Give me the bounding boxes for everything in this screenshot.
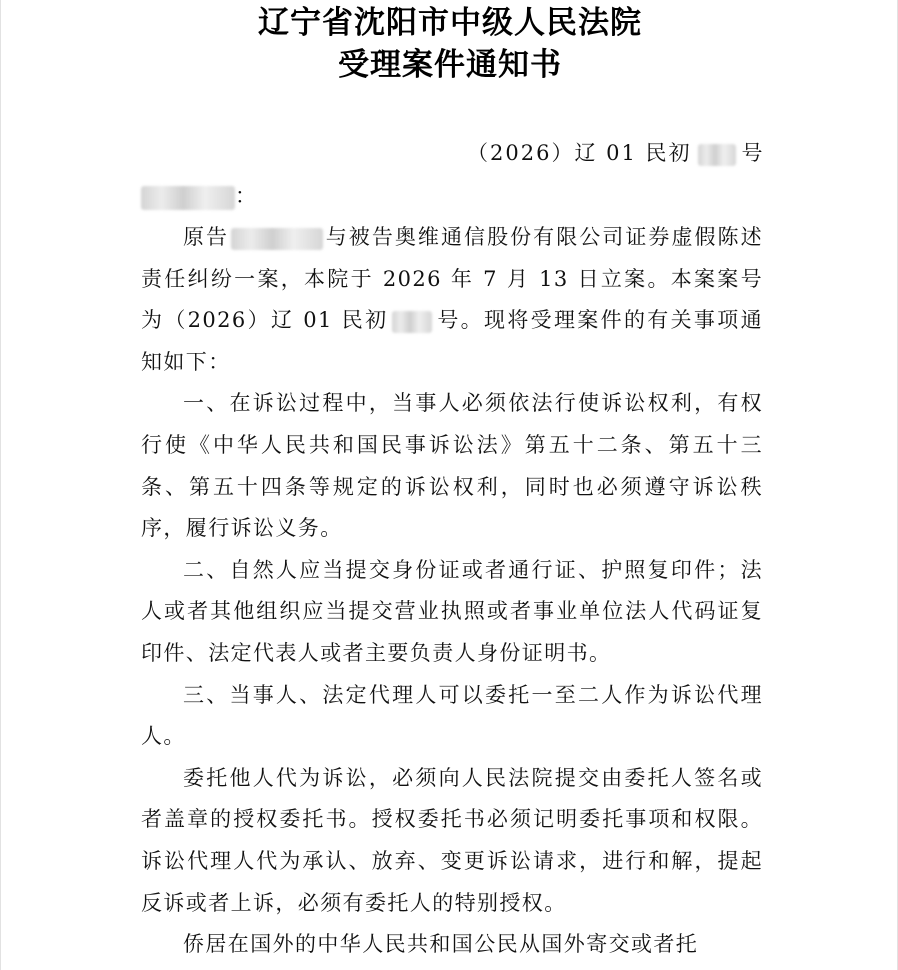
- court-name: 辽宁省沈阳市中级人民法院: [258, 5, 642, 41]
- paragraph-intro: [141, 217, 763, 383]
- p1-middle: 与被告奥维通信股份有限公司证券虚假陈述责任纠纷一案，本院于 2026 年 7 月 13 日立案。本案案号为（2026）辽 01 民初: [141, 225, 763, 333]
- recipient-colon: ：: [235, 184, 256, 208]
- case-number-suffix: 号: [741, 141, 765, 165]
- paragraph-item-2: 二、自然人应当提交身份证或者通行证、护照复印件；法人或者其他组织应当提交营业执照或者事业单位法人代码证复印件、法定代表人或者主要负责人身份证明书。: [141, 557, 763, 665]
- case-number: [467, 135, 765, 171]
- redacted-plaintiff-name: [231, 228, 323, 250]
- paragraph-overseas: 侨居在国外的中华人民共和国公民从国外寄交或者托: [183, 932, 699, 957]
- redacted-case-number-body: [392, 311, 432, 333]
- recipient-line: [141, 178, 256, 214]
- p1-end: 号。现将受理案件的有关事项通知如下：: [141, 308, 763, 374]
- case-number-prefix: （2026）辽 01 民初: [467, 141, 692, 165]
- redacted-recipient-name: [141, 186, 235, 210]
- p1-start: 原告: [183, 225, 230, 249]
- document-title: 受理案件通知书: [338, 47, 562, 83]
- paragraph-item-1: 一、在诉讼过程中，当事人必须依法行使诉讼权利，有权行使《中华人民共和国民事诉讼法》第五十二条、第五十三条、第五十四条等规定的诉讼权利，同时也必须遵守诉讼秩序，履行诉讼义务。: [141, 391, 763, 541]
- paragraph-authorization: 委托他人代为诉讼，必须向人民法院提交由委托人签名或者盖章的授权委托书。授权委托书必须记明委托事项和权限。诉讼代理人代为承认、放弃、变更诉讼请求，进行和解，提起反诉或者上诉，必须有委托人的特别授权。: [141, 765, 763, 915]
- notice-body: [141, 217, 763, 966]
- paragraph-item-3: 三、当事人、法定代理人可以委托一至二人作为诉讼代理人。: [141, 682, 763, 749]
- redacted-case-number: [698, 144, 736, 166]
